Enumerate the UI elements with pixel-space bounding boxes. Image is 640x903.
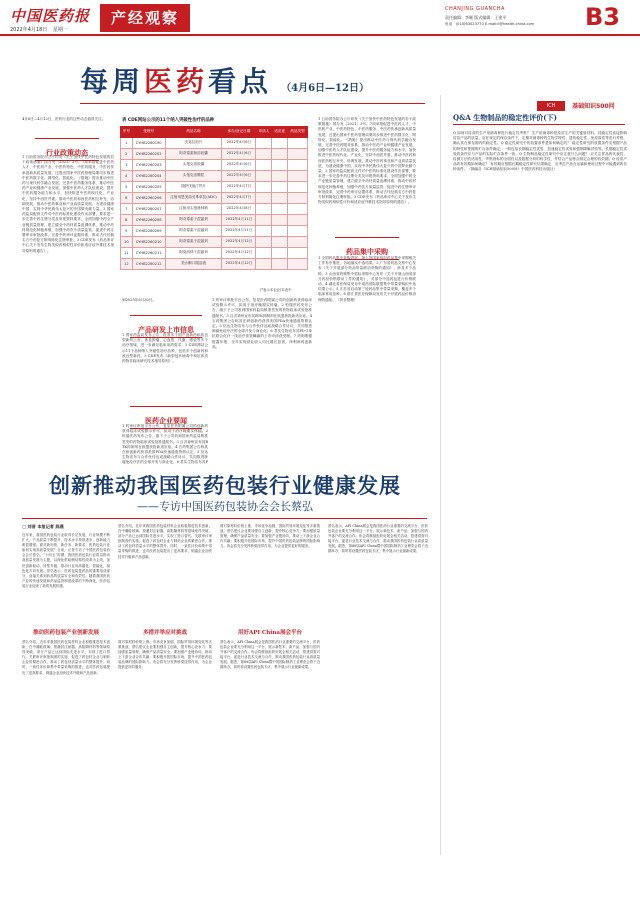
table-cell: 注射用恩美曲妥珠单抗(ADC) <box>165 192 222 203</box>
table-cell <box>256 236 272 247</box>
feature-sub1: 推动医药包装产业创新发展 <box>32 630 99 636</box>
table-cell: CYHB2260208 <box>132 214 165 225</box>
feature-col1b: 蔡弘介绍，近年来我国医药包装材料企业积极推进技术创新，在中硼硅玻璃、预灌封注射器、高阻隔材料等领域取得突破，部分产品已达到国际先进水平，实现了进口替代。关联审评审批制度的实施，促进了药包材企业与制药企业的紧密合作，推动了药包材质量水平的整体提升。同时，一致性评价和集中带量采购的推进，也对医药包装提出了更高要求，倒逼企业加快技术升级和产品创新。 <box>22 640 110 675</box>
product-table-wrap <box>120 126 308 270</box>
table-cell: 阿奇霉素干混悬剂 <box>165 214 222 225</box>
section-title: 产经观察 <box>110 9 179 27</box>
table-header-cell: 药品名称 <box>165 127 222 138</box>
paper-name: 中国医药报 <box>10 7 91 25</box>
table-cell <box>256 137 272 148</box>
table-cell <box>256 214 272 225</box>
table-cell: CYHB2260212 <box>132 258 165 269</box>
table-cell <box>272 236 288 247</box>
feature-sub3: 用好API China展会平台 <box>238 630 302 636</box>
page-code: B3 <box>585 3 620 31</box>
table-cell <box>288 258 308 269</box>
feature-col3: 面对原材料价格上涨、市场竞争加剧、国际贸易环境变化等多重挑战，蔡弘建议企业要加强自主创新，提升核心竞争力；要加强质量管理，确保产品质量安全；要加强产业链协同，推动上下游企业合作共赢；要积极开拓国际市场，提升中国医药包装品牌的国际影响力。协会将充分发挥桥梁纽带作用，为企业提供更好的服务。 <box>220 524 320 549</box>
table-cell: 3 <box>121 159 133 170</box>
ad-rule <box>453 124 625 125</box>
table-cell: CYHB2260207 <box>132 203 165 214</box>
table-cell <box>256 192 272 203</box>
table-cell: 9 <box>121 225 133 236</box>
table-cell: 6 <box>121 192 133 203</box>
feature-byline: □ 刘昔 本报记者 陈燕 <box>22 524 64 529</box>
table-row <box>121 225 308 236</box>
table-cell: 2022年4月6日 <box>222 170 256 181</box>
table-cell <box>288 236 308 247</box>
table-row <box>121 203 308 214</box>
pinyin: CHANJING GUANCHA <box>445 6 505 12</box>
feature-subtitle: ——专访中国医药包装协会会长蔡弘 <box>137 500 313 513</box>
table-cell: 注射用头孢唑林钠 <box>165 203 222 214</box>
masthead-rule <box>0 34 640 36</box>
table-cell <box>288 247 308 258</box>
table-cell: 2022年4月6日 <box>222 148 256 159</box>
table-header-cell: 申请人 <box>256 127 272 138</box>
table-cell: 2022年4月12日 <box>222 258 256 269</box>
masthead-date <box>10 26 68 33</box>
table-row <box>121 214 308 225</box>
table-cell: CYHB2260204 <box>132 170 165 181</box>
contact-line: 电话：(010)63023770 E-mail:li@health-china.com <box>445 22 535 26</box>
enterprise-body-b: 1 药审评审批平台公布，复星医药附属公司的创新药获得临床试验默示许可，拟用于治疗晚期实体瘤。2 恒瑞医药发布公告，旗下子公司收到国家药监局核准签发的药物临床试验批准通知书。3 百济神州宣布其BTK抑制剂在欧盟获批新适应症。4 石药集团公告称其在研创新药获得美国FDA快速通道资格认定。5 信达生物宣布与合作伙伴达成战略合作协议，共同推进肿瘤免疫疗法的全球开发与商业化。6 君实生物宣布其PD-1单抗联合化疗一线治疗食管鳞癌的上市申请获受理。7 药明康德披露年报，全年实现营业收入同比增长显著，净利润再创新高。 <box>212 298 312 349</box>
table-cell: 2022年4月11日 <box>222 225 256 236</box>
table-row <box>121 148 308 159</box>
table-cell: 4 <box>121 170 133 181</box>
table-cell <box>272 214 288 225</box>
table-row <box>121 170 308 181</box>
table-cell <box>288 203 308 214</box>
table-cell: 2022年4月11日 <box>222 214 256 225</box>
table-cell <box>272 192 288 203</box>
feature-col2b: 面对原材料价格上涨、市场竞争加剧、国际贸易环境变化等多重挑战，蔡弘建议企业要加强自主创新，提升核心竞争力；要加强质量管理，确保产品质量安全；要加强产业链协同，推动上下游企业合作共赢；要积极开拓国际市场，提升中国医药包装品牌的国际影响力。协会将充分发挥桥梁纽带作用，为企业提供更好的服务。 <box>118 640 212 670</box>
feature-col3b: 蔡弘表示，API China展会是我国医药行业重要的交流平台，医药包装企业要充分利用这一平台，展示新技术、新产品，加强与国内外客户的交流合作。协会将继续组织好展会相关活动，搭建供需对接平台，促进行业技术交流与合作，推动我国医药包装行业高质量发展。据悉，第88届API China暨中国国际制药工业博览会将于近期举办，届时将设置医药包装专区，集中展示行业最新成果。 <box>220 640 320 670</box>
table-cell: 5 <box>121 181 133 192</box>
headline-part-b: 医药 <box>144 65 209 98</box>
continued-text: 到2025年6月30日。 <box>122 298 156 302</box>
table-cell <box>288 225 308 236</box>
weekly-headline <box>80 60 430 100</box>
table-footnote: (*表示本企业)本表中 <box>260 288 292 292</box>
table-cell: 阿奇霉素干混悬剂 <box>165 236 222 247</box>
table-cell <box>288 137 308 148</box>
table-cell <box>272 170 288 181</box>
feature-col1: 近年来，我国医药包装行业取得长足发展，行业规模不断扩大，产品质量不断提升，技术水平持续进步，创新能力明显增强。面对新形势、新任务、新要求，医药包装行业如何实现高质量发展？日前，记者专访了中国医药包装协会会长蔡弘。“十四五”时期，我国医药包装行业将以推动高质量发展为主题，以深化供给侧结构性改革为主线，加快创新驱动、转型升级，推动行业向高端化、智能化、绿色化方向发展。蔡弘表示，医药包装是药品的重要组成部分，直接关系到药品的质量安全和有效性。随着我国医药产业的快速发展和药品监管制度改革的不断深化，医药包装行业迎来了新的发展机遇。 <box>22 533 110 588</box>
editor-line: 责任编辑：李颖 版式编辑：王建平 <box>445 15 507 20</box>
table-cell <box>288 214 308 225</box>
table-header-row <box>121 127 308 138</box>
table-cell <box>256 170 272 181</box>
table-cell <box>288 192 308 203</box>
ad-label-wrap <box>537 95 615 110</box>
table-cell <box>272 258 288 269</box>
table-header-cell: 适应症 <box>272 127 288 138</box>
table-cell: 头孢克洛颗粒 <box>165 170 222 181</box>
ad-body: Q 如何对疫苗的生产用菌毒种进行稳定性考察？ 生产用菌毒种是疫苗生产的关键原材料，其稳定性直接影响疫苗产品的质量。应在规定的保存条件下，定期对菌毒种的生物学特性、遗传稳定性、免疫原性等进行考察，确认其在保存期内的稳定性。Q 稳定性研究中的放置条件是如何确定的？ 稳定性研究的放置条件应根据产品的特性和预期的贮存条件确定，一般包括长期稳定性试验、加速稳定性试验和强制降解试验等。长期稳定性试验的条件应与产品的实际贮存条件一致。Q 生物制品稳定性研究中应注意什么问题？ 应关注样品的代表性、检测方法的适用性、考察指标的全面性以及数据分析的科学性，并结合产品特点制定合理的有效期。Q 疫苗产品的有效期如何确定？ 有效期应根据长期稳定性研究结果确定，应考虑产品在运输和使用过程中可能遇到的各种条件。（摘编自《ICH基础知识500问》中国医药科技出版社） <box>453 131 627 172</box>
table-cell <box>272 225 288 236</box>
table-cell: 12 <box>121 258 133 269</box>
table-cell: CYHB2260206 <box>132 192 165 203</box>
feature-sub2: 多措并举应对挑战 <box>142 630 187 636</box>
table-header-cell: 承办/登记日期 <box>222 127 256 138</box>
table-cell: 7 <box>121 203 133 214</box>
section-policy: 行业政策动态 <box>46 149 88 157</box>
table-cell: 沃莫拉坦片 <box>165 137 222 148</box>
table-cell: 1 <box>121 137 133 148</box>
headline-rule <box>80 103 425 104</box>
table-row <box>121 258 308 269</box>
issue-weekday: 星期一 <box>52 27 68 33</box>
table-row <box>121 159 308 170</box>
table-header-cell: 药品类型 <box>288 127 308 138</box>
table-cell <box>272 181 288 192</box>
table-cell <box>272 148 288 159</box>
feature-col2: 蔡弘介绍，近年来我国医药包装材料企业积极推进技术创新，在中硼硅玻璃、预灌封注射器、高阻隔材料等领域取得突破，部分产品已达到国际先进水平，实现了进口替代。关联审评审批制度的实施，促进了药包材企业与制药企业的紧密合作，推动了药包材质量水平的整体提升。同时，一致性评价和集中带量采购的推进，也对医药包装提出了更高要求，倒逼企业加快技术升级和产品创新。 <box>118 524 212 559</box>
ad-sidebar <box>440 95 630 855</box>
policy-body-b: 1 日前国务院办公厅印发《关于加快中医药特色发展的若干政策措施》国办发〔2021〕3号。7项举措促进中医药人才、中医药产业、中医药特色、中医药服务、中医药传承创新高质量发展，还提出国家中医药管理局要同步推进中医药数字化、网络化、智能化。《措施》提出推动中医药与现代科学融合发展，完善中医药服务体系，推动中医药产业和健康产业发展，加强中医药人才队伍建设，提升中医药服务能力和水平，加快推进中医药现代化、产业化，坚持中西医并重，推动中医药和西医药相互补充、协调发展，推动中医药事业和产业高质量发展，为建设健康中国、实现中华民族伟大复兴的中国梦贡献力量。2 国家药监局配套文件对中医药标准化建设作出部署，要求进一步完善中药注册分类及申报资料要求，全面加强中药全产业链质量管理，建立健全中药材质量追溯体系，推动中药材规范化种植养殖，加强中药饮片质量监管，促进中药注册审评审批改革，完善中药审评证据体系，推动古代经典名方中药复方制剂简化注册审批。3 CDE发布《药品审评中心关于发布生物类似药相似性评价和适应症外推技术指导原则的通告》。 <box>318 117 416 205</box>
feature-title: 创新推动我国医药包装行业健康发展 <box>49 473 401 498</box>
table-cell <box>288 148 308 159</box>
table-cell <box>256 258 272 269</box>
table-cell <box>288 170 308 181</box>
table-cell: CYHB2260211 <box>132 247 165 258</box>
table-cell: 2022年4月12日 <box>222 236 256 247</box>
section-enterprise: 医药企业要闻 <box>145 417 187 425</box>
table-row <box>121 181 308 192</box>
product-table <box>120 126 308 270</box>
table-cell: 阿奇霉素干混悬剂 <box>165 225 222 236</box>
table-cell: 10 <box>121 236 133 247</box>
headline-part-a: 每周 <box>80 65 145 98</box>
table-header-cell: 序号 <box>121 127 133 138</box>
table-cell: CYHB2260202 <box>132 148 165 159</box>
table-cell <box>256 247 272 258</box>
section-banner <box>100 4 190 32</box>
table-cell: 头孢克洛胶囊 <box>165 159 222 170</box>
intro-text: 4月6日—4月12日，医药行业的这些动态值得关注。 <box>22 117 106 121</box>
table-cell <box>272 159 288 170</box>
table-cell <box>288 181 308 192</box>
table-cell: CYHB2260205 <box>132 181 165 192</box>
table-cell: 阿莫西林干混悬剂 <box>165 247 222 258</box>
table-cell: 8 <box>121 214 133 225</box>
headline-part-c: 看点 <box>208 65 273 98</box>
table-cell: 2 <box>121 148 133 159</box>
issue-date: 2022年4月18日 <box>10 27 48 33</box>
table-cell <box>256 159 272 170</box>
feature-rule <box>22 518 427 519</box>
enterprise-body-a: 1 药审评审批平台公布，复星医药附属公司的创新药获得临床试验默示许可，拟用于治疗晚期实体瘤。2 恒瑞医药发布公告，旗下子公司收到国家药监局核准签发的药物临床试验批准通知书。3 百济神州宣布其BTK抑制剂在欧盟获批新适应症。4 石药集团公告称其在研创新药获得美国FDA快速通道资格认定。5 信达生物宣布与合作伙伴达成战略合作协议，共同推进肿瘤免疫疗法的全球开发与商业化。6 君实生物宣布其P <box>122 424 208 464</box>
table-cell: 11 <box>121 247 133 258</box>
table-row <box>121 247 308 258</box>
table-row <box>121 192 308 203</box>
market-body: 1 全国药品集中采购进展：第七批国家组织药品集中采购相关工作有序推进，各地落实中选结果。2 广东省药品交易中心发布《关于开展部分药品带量联动采购的通知》，涉及多个品种。3 山西省药械集中招标采购中心发布《关于开展山西省部分药品价格联动工作的通知》，对部分中选药品进行价格联动。4 湖北省医保局发布中成药省际联盟集中带量采购拟中选结果公示。5 江苏省启动第三轮药品集中带量采购，覆盖多个临床常用品种。6 浙江省医疗保障局发布关于开展药品价格治理的通知。（刘昔整理） <box>318 256 416 302</box>
table-cell <box>272 203 288 214</box>
section-market: 药品集中采购 <box>346 248 388 256</box>
table-cell: 2022年4月7日 <box>222 192 256 203</box>
table-cell <box>272 137 288 148</box>
table-cell: CYHB2260203 <box>132 159 165 170</box>
table-cell: 美沙酮口服溶液 <box>165 258 222 269</box>
section-product: 产品研发上市信息 <box>138 326 194 334</box>
table-cell: 阿奇霉素肠溶胶囊 <box>165 148 222 159</box>
table-header-cell: 受理号 <box>132 127 165 138</box>
product-body: 1 国家药监局发布公告，批准多个国产创新药和改良型新药上市，涉及肿瘤、心血管、代谢、感染等多个治疗领域，进一步满足临床用药需求。2 CDE网站公示11个品种纳入突破性治疗品种，包括多个创新药和改良型新药。3 CDE发布《新型冠状病毒中和抗体类药物非临床研究技术指导原则》。 <box>122 333 208 364</box>
table-cell: 瑞舒伐他汀钙片 <box>165 181 222 192</box>
table-cell <box>256 203 272 214</box>
table-row <box>121 236 308 247</box>
table-cell <box>288 159 308 170</box>
table-cell <box>256 148 272 159</box>
policy-body: 1 日前国务院办公厅印发《关于加快中医药特色发展的若干政策措施》国办发〔2021〕3号。7项举措促进中医药人才、中医药产业、中医药特色、中医药服务、中医药传承创新高质量发展，还提出国家中医药管理局要同步推进中医药数字化、网络化、智能化。《措施》提出推动中医药与现代科学融合发展，完善中医药服务体系，推动中医药产业和健康产业发展，加强中医药人才队伍建设，提升中医药服务能力和水平，加快推进中医药现代化、产业化，坚持中西医并重，推动中医药和西医药相互补充、协调发展，推动中医药事业和产业高质量发展，为建设健康中国、实现中华民族伟大复兴的中国梦贡献力量。2 国家药监局配套文件对中医药标准化建设作出部署，要求进一步完善中药注册分类及申报资料要求，全面加强中药全产业链质量管理，建立健全中药材质量追溯体系，推动中药材规范化种植养殖，加强中药饮片质量监管，促进中药注册审评审批改革，完善中药审评证据体系，推动古代经典名方中药复方制剂简化注册审批。3 CDE发布《药品审评中心关于发布生物类似药相似性评价和适应症外推技术指导原则的通告》。 <box>22 155 114 253</box>
table-cell: CYHB2260190 <box>132 137 165 148</box>
table-cell: 2022年4月6日 <box>222 159 256 170</box>
table-cell: CYHB2260210 <box>132 236 165 247</box>
table-cell <box>256 225 272 236</box>
masthead <box>0 0 640 44</box>
ad-series-title: Q&A 生物制品的稳定性评价(下) <box>453 113 557 122</box>
table-cell: 2022年4月8日 <box>222 203 256 214</box>
ad-label: 基础知识500问 <box>572 103 615 110</box>
table-cell: 2022年4月7日 <box>222 181 256 192</box>
table-row <box>121 137 308 148</box>
table-cell: 2022年4月6日 <box>222 137 256 148</box>
table-cell <box>272 247 288 258</box>
table-caption: 表 CDE网站公示的11个纳入突破性治疗的品种 <box>122 118 215 123</box>
table-cell <box>256 181 272 192</box>
headline-date-range: （4月6日—12日） <box>281 83 369 94</box>
table-cell: 2022年4月12日 <box>222 247 256 258</box>
ad-icon: ICH <box>537 101 565 111</box>
table-cell: CYHB2260209 <box>132 225 165 236</box>
feature-col4: 蔡弘表示，API China展会是我国医药行业重要的交流平台，医药包装企业要充分利用这一平台，展示新技术、新产品，加强与国内外客户的交流合作。协会将继续组织好展会相关活动，搭建供需对接平台，促进行业技术交流与合作，推动我国医药包装行业高质量发展。据悉，第88届API China暨中国国际制药工业博览会将于近期举办，届时将设置医药包装专区，集中展示行业最新成果。 <box>328 524 428 554</box>
